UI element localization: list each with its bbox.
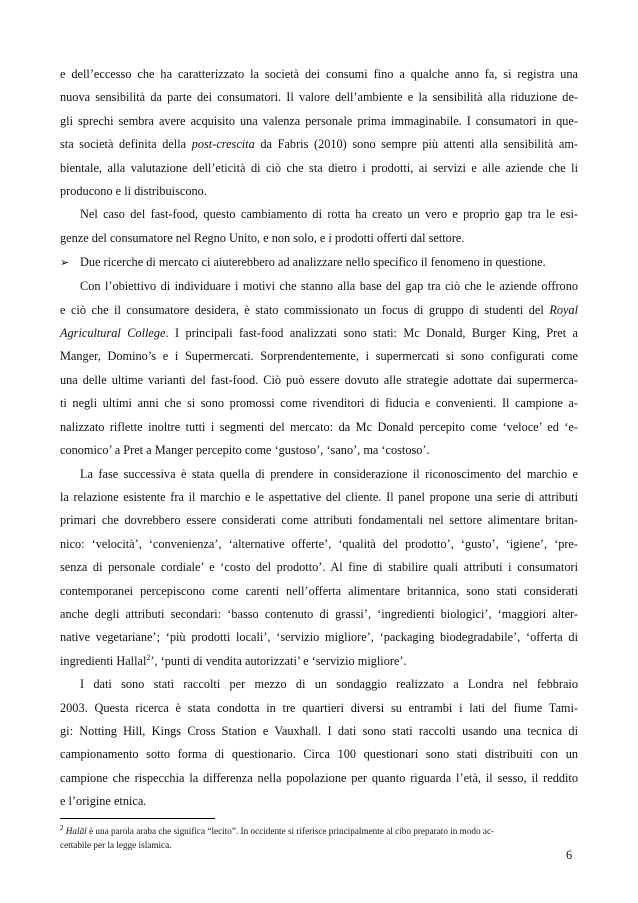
- text-line: gi: Notting Hill, Kings Cross Station e Vauxhall. I dati sono stati raccolti usando una tecnica di: [60, 723, 578, 738]
- text-line: [60, 322, 578, 345]
- text-line: producono e li distribuiscono.: [60, 184, 207, 199]
- footnote-text-1: è una parola araba che significa “lecito”. In occidente si riferisce principalmente al cibo preparato in modo ac-: [86, 826, 495, 836]
- text-line: bientale, alla valutazione dell’eticità di ciò che sta dietro i prodotti, ai servizi e alle aziende che li: [60, 160, 578, 175]
- footnote-term: Halāl: [65, 826, 87, 836]
- text-line: anche degli attributi secondari: ‘basso contenuto di grassi’, ‘ingredienti biologici’, ‘maggiori alter-: [60, 606, 578, 621]
- line-segment: ’, ‘punti di vendita autorizzati’ e ‘servizio migliore’.: [150, 653, 407, 668]
- text-line: Manger, Domino’s e i Supermercati. Sorprendentemente, i supermercati si sono configurati come: [60, 349, 578, 364]
- text-line: [60, 299, 578, 322]
- text-line: campionamento sotto forma di questionario. Circa 100 questionari sono stati distribuiti con un: [60, 747, 578, 762]
- footnote: [60, 824, 578, 852]
- footnote-line-1: [60, 824, 578, 838]
- text-line: nalizzato riflette inoltre tutti i segmenti del mercato: da Mc Donald percepito come ‘veloce’ ed ‘e-: [60, 419, 578, 434]
- paragraph-block-1: [60, 63, 578, 250]
- page-number: 6: [566, 848, 573, 862]
- line-segment: sta società definita della: [60, 137, 192, 152]
- text-line: 2003. Questa ricerca è stata condotta in tre quartieri diversi su entrambi i lati del fiume Tami-: [60, 700, 578, 715]
- text-line: campione che rispecchia la differenza nella popolazione per quanto riguarda l’età, il sesso, il reddito: [60, 770, 578, 785]
- text-line: contemporanei percepiscono come carenti nell’offerta alimentare britannica, sono stati considerati: [60, 583, 578, 598]
- text-line: una delle ultime varianti del fast-food. Ciò può essere dovuto alle strategie adottate dai supermerca-: [60, 372, 578, 387]
- footnote-separator: [60, 818, 215, 819]
- italic-term: post-crescita: [191, 137, 255, 152]
- text-line: La fase successiva è stata quella di prendere in considerazione il riconoscimento del marchio e: [80, 466, 578, 481]
- bullet-text: Due ricerche di mercato ci aiuterebbero ad analizzare nello specifico il fenomeno in questione.: [80, 255, 546, 270]
- italic-term: Royal: [549, 302, 578, 317]
- footnote-line-2: cettabile per la legge islamica.: [60, 840, 172, 850]
- text-line: nico: ‘velocità’, ‘convenienza’, ‘alternative offerte’, ‘qualità del prodotto’, ‘gusto’, ‘igiene’, ‘pre-: [60, 536, 578, 551]
- text-line: gli sprechi sembra avere acquisito una valenza personale prima immaginabile. I consumatori in que-: [60, 113, 578, 128]
- text-line: [60, 133, 578, 156]
- text-line: conomico’ a Pret a Manger percepito come ‘gustoso’, ‘sano’, ma ‘costoso’.: [60, 443, 430, 458]
- body-text: [60, 63, 578, 814]
- text-line: la relazione esistente fra il marchio e le aspettative del cliente. Il panel propone una serie di attributi: [60, 489, 578, 504]
- text-line: senza di personale cordiale’ e ‘costo del prodotto’. Al fine di stabilire quali attributi i consumatori: [60, 560, 578, 575]
- text-line: ti negli ultimi anni che si sono promossi come rivenditori di fiducia e convenienti. Il campione a-: [60, 396, 578, 411]
- line-segment: . I principali fast-food analizzati sono stati: Mc Donald, Burger King, Pret a: [165, 326, 579, 341]
- text-line: e dell’eccesso che ha caratterizzato la società dei consumi fino a qualche anno fa, si registra una: [60, 67, 578, 81]
- italic-term: Agricultural College: [60, 326, 166, 341]
- footnote-number: 2: [60, 823, 64, 832]
- text-line: e l’origine etnica.: [60, 794, 147, 809]
- text-line: native vegetariane’; ‘più prodotti locali’, ‘servizio migliore’, ‘packaging biodegradabile’, ‘offerta di: [60, 630, 578, 645]
- arrow-bullet-icon: ➢: [60, 256, 70, 270]
- line-segment: ingredienti Hallal: [60, 653, 147, 668]
- text-line: genze del consumatore nel Regno Unito, e non solo, e i prodotti offerti dal settore.: [60, 230, 465, 245]
- line-segment: e ciò che il consumatore desidera, è stato commissionato un focus di gruppo di studenti del: [60, 302, 550, 317]
- text-line: primari che dovrebbero essere considerati come attributi fondamentali nel settore alimentare britan-: [60, 513, 578, 528]
- text-line: Con l’obiettivo di individuare i motivi che stanno alla base del gap tra ciò che le aziende offrono: [80, 279, 578, 294]
- text-line: I dati sono stati raccolti per mezzo di un sondaggio realizzato a Londra nel febbraio: [80, 677, 578, 692]
- text-line: nuova sensibilità da parte dei consumatori. Il valore dell’ambiente e la sensibilità alla riduzione de-: [60, 90, 578, 105]
- text-line: Nel caso del fast-food, questo cambiamento di rotta ha creato un vero e proprio gap tra le esi-: [80, 207, 578, 222]
- footnote-reference: 2: [146, 652, 151, 662]
- paragraph-block-2: [60, 275, 578, 813]
- line-segment: da Fabris (2010) sono sempre più attenti alla sensibilità am-: [254, 137, 578, 152]
- bullet-item: [60, 250, 578, 275]
- text-line: [60, 650, 578, 673]
